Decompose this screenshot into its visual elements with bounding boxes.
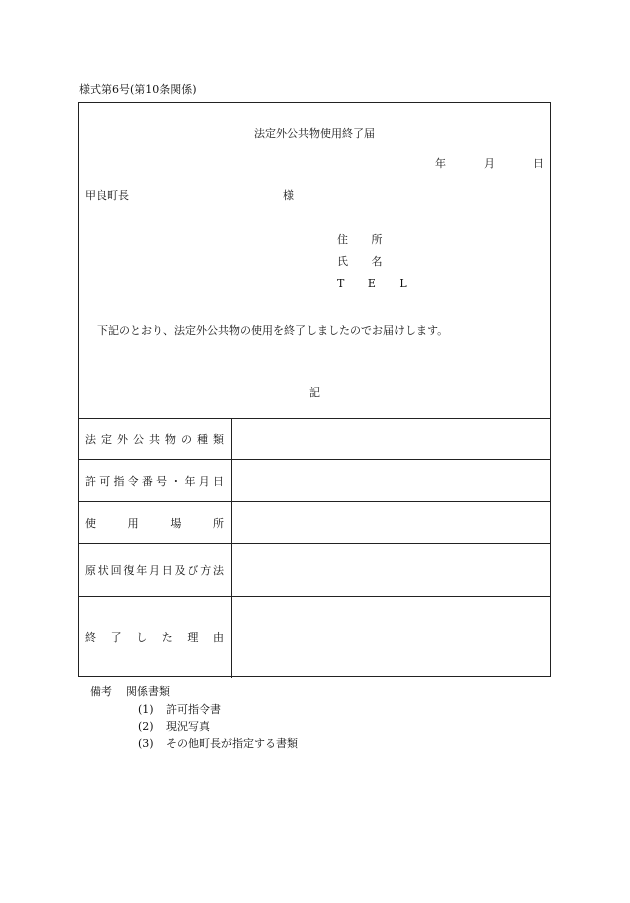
remarks-block (90, 683, 298, 752)
list-item (138, 735, 298, 752)
addressee-honorific: 様 (283, 189, 294, 202)
row-label-cell (79, 460, 231, 502)
table-row (79, 544, 550, 597)
list-item-number: (1) (138, 703, 154, 716)
row-label: 法定外公共物の種類 (85, 433, 224, 446)
row-label-cell (79, 597, 231, 678)
row-label: 許可指令番号・年月日 (85, 474, 224, 488)
form-title: 法定外公共物使用終了届 (254, 127, 375, 140)
list-item (138, 718, 298, 735)
list-item-number: (2) (138, 720, 154, 733)
list-item-text: 許可指令書 (166, 703, 221, 716)
list-item (138, 701, 298, 718)
table-row (79, 460, 550, 502)
date-month-label: 月 (484, 157, 495, 170)
remarks-label: 備考 (90, 685, 112, 698)
remarks-list (138, 701, 298, 752)
row-label-cell (79, 544, 231, 597)
row-value-cell[interactable] (231, 544, 550, 597)
row-label-cell (79, 419, 231, 460)
list-item-text: 現況写真 (166, 720, 210, 733)
statement-text: 下記のとおり、法定外公共物の使用を終了しましたのでお届けします。 (97, 324, 449, 337)
table-row (79, 597, 550, 678)
table-row (79, 502, 550, 544)
row-value-cell[interactable] (231, 460, 550, 502)
table-row (79, 419, 550, 460)
row-value-cell[interactable] (231, 597, 550, 678)
row-label: 原状回復年月日及び方法 (85, 564, 224, 577)
ki-heading: 記 (309, 386, 320, 399)
applicant-address-label: 住 所 (337, 233, 393, 246)
row-label-cell (79, 502, 231, 544)
list-item-text: その他町長が指定する書類 (166, 737, 298, 750)
row-value-cell[interactable] (231, 419, 550, 460)
row-value-cell[interactable] (231, 502, 550, 544)
row-label: 使用場所 (85, 516, 224, 530)
applicant-tel-label: T E L (337, 277, 417, 290)
date-year-label: 年 (435, 157, 446, 170)
form-number: 様式第6号(第10条関係) (79, 83, 197, 96)
form-box (78, 102, 551, 677)
details-table (79, 418, 550, 678)
applicant-block (337, 233, 417, 299)
date-row (435, 155, 544, 171)
applicant-name-label: 氏 名 (337, 255, 393, 268)
row-label: 終了した理由 (85, 631, 224, 645)
date-day-label: 日 (533, 157, 544, 170)
remarks-heading (90, 683, 298, 699)
addressee-name: 甲良町長 (85, 189, 129, 202)
list-item-number: (3) (138, 737, 154, 750)
remarks-heading-text: 関係書類 (126, 685, 170, 698)
